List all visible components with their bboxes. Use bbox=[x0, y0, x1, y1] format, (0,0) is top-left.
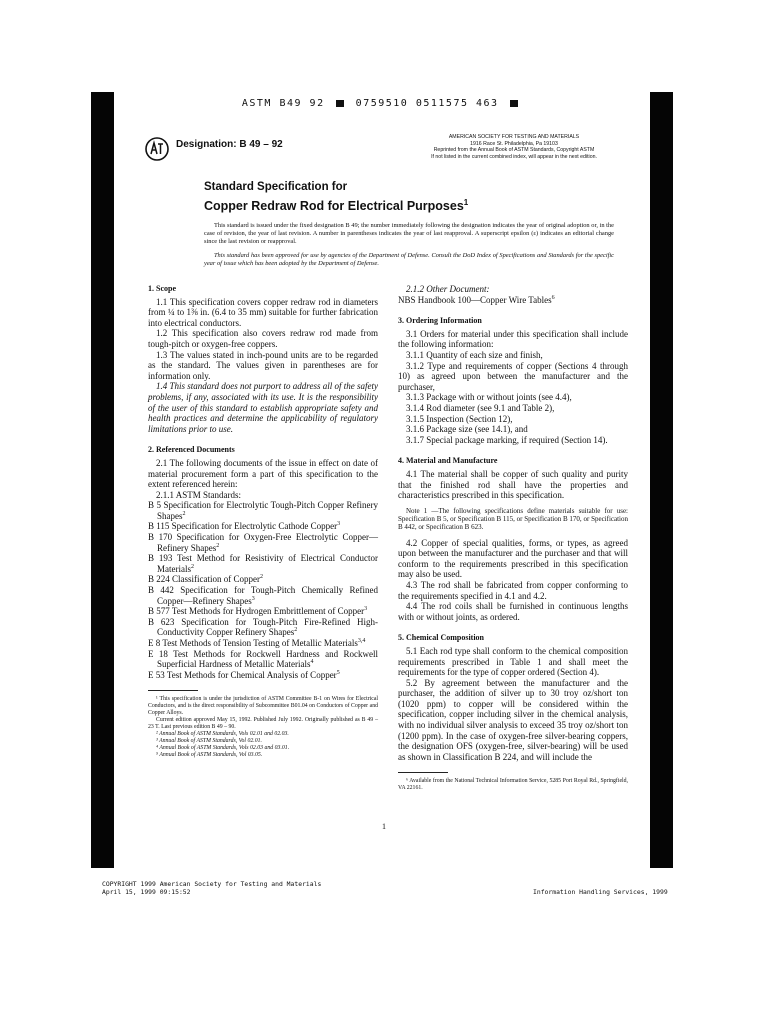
publisher-line: Reprinted from the Annual Book of ASTM Standards, Copyright ASTM bbox=[433, 147, 595, 153]
reference-item: B 170 Specification for Oxygen-Free Electrolytic Copper—Refinery Shapes$^2$ bbox=[148, 532, 378, 553]
document-code-line bbox=[114, 98, 650, 109]
footnote: ² Annual Book of ASTM Standards, Vols 02.01 and 02.03. bbox=[156, 731, 289, 738]
footnote: ³ Annual Book of ASTM Standards, Vol 02.01. bbox=[156, 738, 262, 745]
scan-border-right bbox=[650, 92, 673, 868]
footnote-rule bbox=[148, 690, 198, 691]
section-heading-material: 4. Material and Manufacture bbox=[398, 456, 498, 466]
page-number: 1 bbox=[382, 822, 386, 831]
reference-item: E 18 Test Methods for Rockwell Hardness and Rockwell Superficial Hardness of Metallic Materials$^4$ bbox=[148, 648, 378, 670]
ordering-item: 3.1.5 Inspection (Section 12), bbox=[406, 413, 513, 424]
document-title bbox=[204, 180, 604, 214]
reference-item: E 8 Test Methods of Tension Testing of Metallic Materials$^{3,4}$ bbox=[148, 638, 366, 648]
copyright-notice bbox=[102, 880, 321, 896]
preamble bbox=[204, 222, 614, 268]
copyright-line: April 15, 1999 09:15:52 bbox=[102, 888, 191, 896]
title-line-2: Copper Redraw Rod for Electrical Purposes$^1$ bbox=[204, 198, 469, 214]
footnotes bbox=[398, 778, 628, 792]
reference-item: B 5 Specification for Electrolytic Tough-Pitch Copper Refinery Shapes$^2$ bbox=[148, 500, 378, 521]
ordering-item: 3.1.7 Special package marking, if required (Section 14). bbox=[406, 434, 608, 445]
reference-item: B 442 Specification for Tough-Pitch Chemically Refined Copper—Refinery Shapes$^3$ bbox=[148, 585, 378, 606]
preamble-paragraph: This standard is issued under the fixed designation B 49; the number immediately following the designation indicates the year of original adoption or, in the case of revision, the year of last revision. A number in parentheses indicates the year of last reapproval. A superscript epsilon (ε) indicates an editorial change since the last revision or reapproval. bbox=[204, 222, 614, 246]
footnote: ¹ This specification is under the jurisdiction of ASTM Committee B-1 on Wires for Electrical Conductors, and is the direct responsibility of Subcommittee B01.04 on Conductors of Copper and Copper Alloys. bbox=[148, 696, 378, 717]
paragraph: 2.1.2 Other Document: bbox=[406, 284, 490, 294]
section-heading-ordering: 3. Ordering Information bbox=[398, 316, 482, 326]
code-right: 463 bbox=[476, 98, 499, 109]
ordering-items bbox=[398, 350, 628, 445]
paragraph: 4.3 The rod shall be fabricated from copper conforming to the requirements specified in 4.1 and 4.2. bbox=[398, 579, 628, 601]
designation: Designation: B 49 – 92 bbox=[176, 139, 283, 150]
paragraph: 1.3 The values stated in inch-pound units are to be regarded as the standard. The values given in parentheses are for information only. bbox=[148, 349, 378, 381]
title-line-1: Standard Specification for bbox=[204, 181, 348, 193]
footnote: ⁵ Annual Book of ASTM Standards, Vol 03.05. bbox=[156, 752, 263, 759]
footnote: ⁴ Annual Book of ASTM Standards, Vols 02.03 and 03.01. bbox=[156, 745, 290, 752]
paragraph-nbs: NBS Handbook 100—Copper Wire Tables$^6$ bbox=[398, 294, 555, 305]
paragraph: 3.1 Orders for material under this specification shall include the following information: bbox=[398, 328, 628, 350]
code-block-mark bbox=[336, 100, 344, 107]
preamble-dod-paragraph: This standard has been approved for use by agencies of the Department of Defense. Consult the DoD Index of Specifications and Standards for the specific year of issue which has been adopted by the Department of Defense. bbox=[204, 251, 614, 267]
ordering-item: 3.1.3 Package with or without joints (see 4.4), bbox=[406, 392, 572, 403]
title-footnote-mark: 1 bbox=[463, 198, 469, 207]
paragraph: 4.2 Copper of special qualities, forms, or types, as agreed upon between the manufacturer and the purchaser and that will conform to the requirements prescribed in this specification may also be used. bbox=[398, 537, 628, 580]
code-block-mark bbox=[510, 100, 518, 107]
publisher-info bbox=[414, 134, 614, 160]
paragraph-safety: 1.4 This standard does not purport to address all of the safety problems, if any, associated with its use. It is the responsibility of the user of this standard to establish appropriate safety and health practices and determine the applicability of regulatory limitations prior to use. bbox=[148, 381, 378, 434]
footnotes bbox=[148, 696, 378, 759]
publisher-line: AMERICAN SOCIETY FOR TESTING AND MATERIALS bbox=[448, 134, 580, 140]
left-column bbox=[148, 284, 378, 759]
code-left: ASTM B49 92 bbox=[241, 98, 325, 109]
ordering-item: 3.1.6 Package size (see 14.1), and bbox=[406, 424, 528, 435]
footnote: ⁶ Available from the National Technical Information Service, 5285 Port Royal Rd., Springfield, VA 22161. bbox=[398, 778, 628, 792]
astm-logo bbox=[145, 137, 169, 161]
scan-border-left bbox=[91, 92, 114, 868]
paragraph: 2.1.1 ASTM Standards: bbox=[156, 489, 242, 500]
reference-item: B 623 Specification for Tough-Pitch Fire-Refined High-Conductivity Copper Refinery Shapes$^2$ bbox=[148, 616, 378, 638]
ihs-notice: Information Handling Services, 1999 bbox=[533, 888, 668, 896]
paragraph: 5.2 By agreement between the manufacturer and the purchaser, the addition of silver up to 30 troy oz/short ton (1020 ppm) to copper will be considered within the specification, copper including silver in the chemical analysis, with no individual silver analysis to exceed 35 troy oz/short ton (1200 ppm). In the case of oxygen-free silver-bearing coppers, the designation OFS (oxygen-free, silver-bearing) will be used as shown in Classification B 224, and will include the bbox=[398, 677, 628, 762]
publisher-line: If not listed in the current combined index, will appear in the next edition. bbox=[431, 153, 597, 160]
reference-item: B 224 Classification of Copper$^2$ bbox=[148, 574, 263, 585]
paragraph: 1.2 This specification also covers redraw rod made from tough-pitch or oxygen-free coppers. bbox=[148, 328, 378, 349]
ordering-item: 3.1.4 Rod diameter (see 9.1 and Table 2), bbox=[406, 402, 555, 413]
reference-item: E 53 Test Methods for Chemical Analysis of Copper$^5$ bbox=[148, 669, 340, 680]
section-heading-chemical: 5. Chemical Composition bbox=[398, 633, 484, 643]
paragraph: 2.1 The following documents of the issue in effect on date of material procurement form a part of this specification to the extent referenced herein: bbox=[148, 457, 378, 490]
footnote: Current edition approved May 15, 1992. Published July 1992. Originally published as B 49 – 23 T. Last previous edition B 49 – 90. bbox=[148, 717, 378, 731]
paragraph: 5.1 Each rod type shall conform to the chemical composition requirements prescribed in Table 1 and shall meet the requirements for the type of copper ordered (Section 4). bbox=[398, 645, 628, 678]
ordering-item: 3.1.1 Quantity of each size and finish, bbox=[406, 349, 543, 360]
code-mid: 0759510 0511575 bbox=[355, 98, 469, 109]
footnote-rule bbox=[398, 772, 448, 773]
note-1: Note 1 —The following specifications define materials suitable for use: Specification B 5, or Specification B 115, or Specification B 170, or Specification B 442, or Specification B 623. bbox=[398, 506, 628, 532]
paragraph: 4.1 The material shall be copper of such quality and purity that the finished rod shall have the properties and characteristics prescribed in this specification. bbox=[398, 468, 628, 501]
reference-item: B 193 Test Method for Resistivity of Electrical Conductor Materials$^2$ bbox=[148, 553, 378, 574]
reference-item: B 115 Specification for Electrolytic Cathode Copper$^3$ bbox=[148, 521, 341, 532]
paragraph: 4.4 The rod coils shall be furnished in continuous lengths with or without joints, as ordered. bbox=[398, 601, 628, 622]
ordering-item: 3.1.2 Type and requirements of copper (Sections 4 through 10) as agreed upon between the manufacturer and the purchaser, bbox=[398, 360, 628, 392]
paragraph: 1.1 This specification covers copper redraw rod in diameters from ¼ to 1⅜ in. (6.4 to 35 mm) suitable for further fabrication into electrical conductors. bbox=[148, 296, 378, 328]
section-heading-referenced-documents: 2. Referenced Documents bbox=[148, 445, 235, 455]
section-heading-scope: 1. Scope bbox=[148, 284, 176, 293]
reference-list bbox=[148, 500, 378, 680]
document-page bbox=[114, 92, 650, 868]
reference-item: B 577 Test Methods for Hydrogen Embrittlement of Copper$^3$ bbox=[148, 606, 368, 617]
publisher-line: 1916 Race St. Philadelphia, Pa 19103 bbox=[470, 140, 558, 147]
right-column bbox=[398, 284, 628, 792]
copyright-line: COPYRIGHT 1999 American Society for Testing and Materials bbox=[102, 880, 322, 888]
